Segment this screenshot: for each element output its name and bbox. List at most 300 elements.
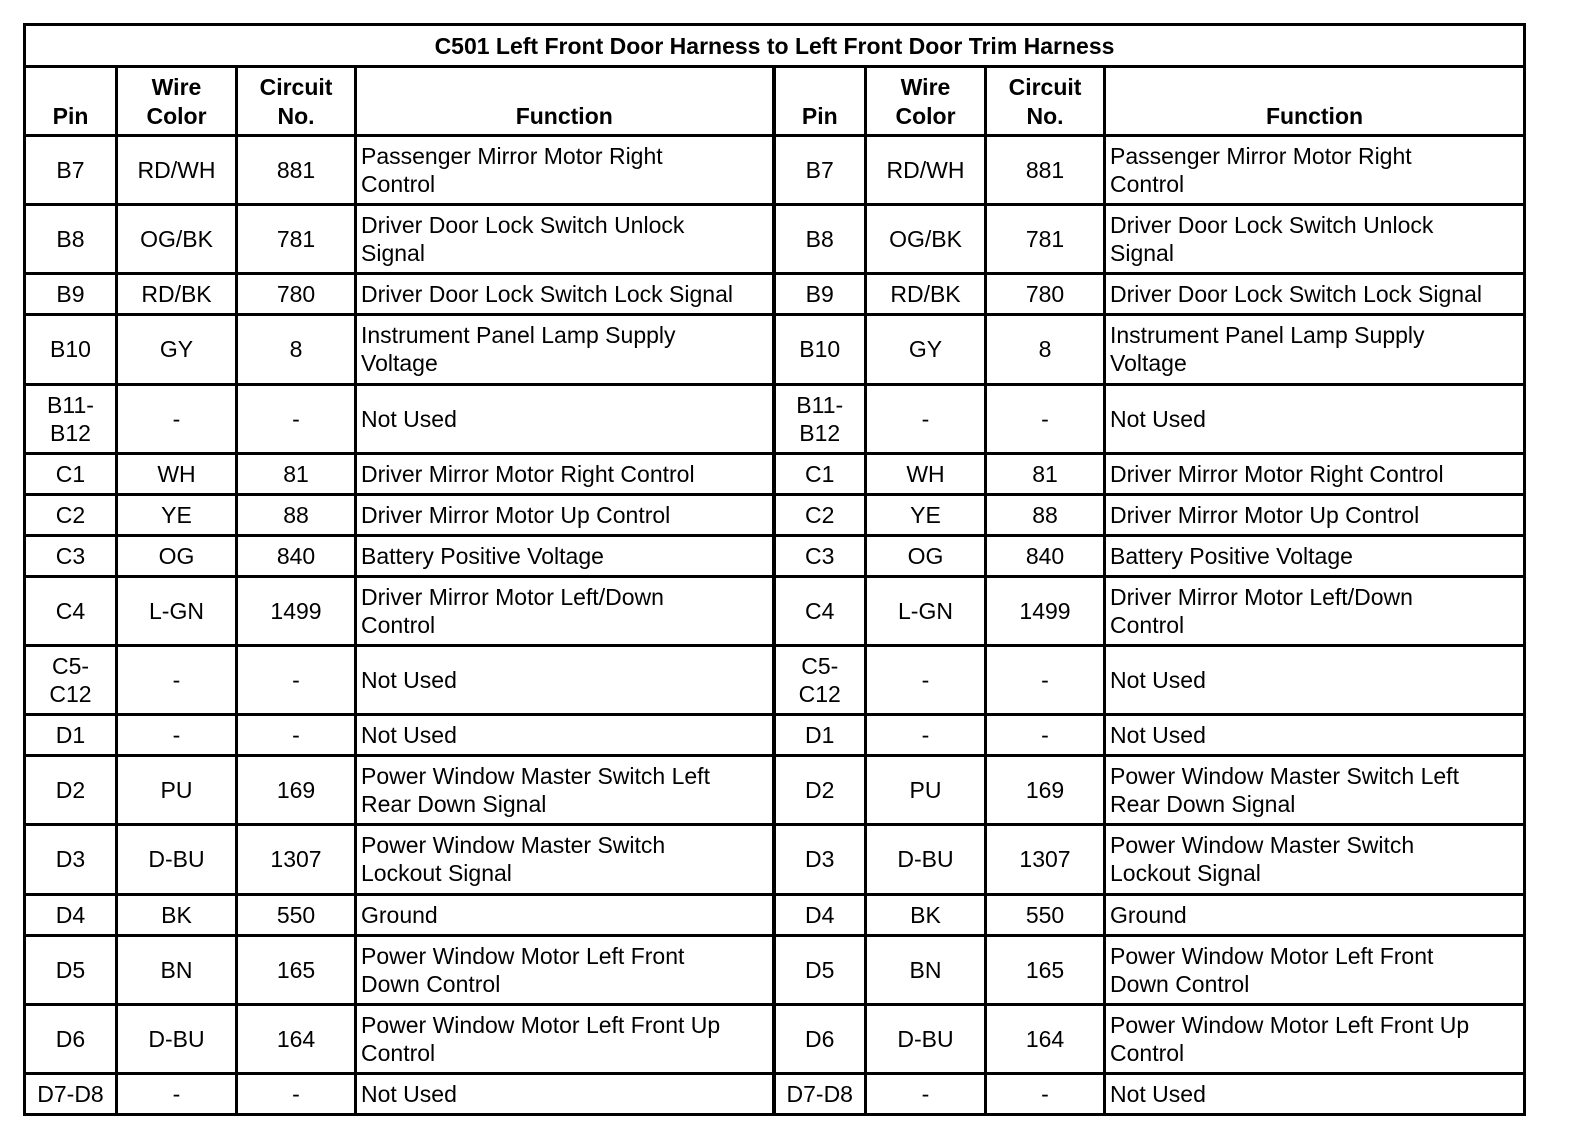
pin-cell-right: [774, 1073, 866, 1114]
circuit-cell-line1: 8: [289, 336, 303, 363]
function-cell-line1: Driver Door Lock Switch Lock Signal: [361, 281, 733, 308]
table-row: [25, 453, 1525, 494]
circuit-cell-right-line1: 164: [1025, 1025, 1065, 1052]
circuit-cell-right: [986, 756, 1105, 825]
wire-color-cell: [117, 894, 237, 935]
pin-cell-line1: C4: [55, 597, 86, 624]
pin-cell: [25, 935, 117, 1004]
circuit-cell: [237, 756, 356, 825]
wire-color-cell-right-line1: YE: [910, 501, 941, 528]
function-cell-right-line1: Not Used: [1110, 405, 1206, 432]
wire-color-cell: [117, 756, 237, 825]
wire-color-cell-line1: YE: [161, 501, 192, 528]
circuit-cell-right-line1: 88: [1032, 501, 1058, 528]
circuit-cell-right: [986, 494, 1105, 535]
wire-color-cell-line1: GY: [159, 336, 194, 363]
circuit-cell-line1: 165: [276, 956, 316, 983]
function-cell-right: [1105, 315, 1525, 384]
circuit-cell: [237, 1004, 356, 1073]
circuit-cell-right-line1: 781: [1025, 226, 1065, 253]
circuit-cell-right: [986, 274, 1105, 315]
wire-color-cell-right: [866, 1004, 986, 1073]
pin-cell-right: [774, 205, 866, 274]
header-circuit-right-line1: Circuit: [1008, 74, 1082, 100]
function-cell: [356, 1073, 774, 1114]
function-cell-right: [1105, 576, 1525, 645]
circuit-cell-right: [986, 205, 1105, 274]
pin-cell-right-line1: C5-: [801, 653, 839, 680]
circuit-cell-right: [986, 1073, 1105, 1114]
function-cell-right-line1: Ground: [1110, 901, 1187, 928]
function-cell-line1: Power Window Master Switch Left: [361, 763, 710, 790]
function-cell-right: [1105, 756, 1525, 825]
wire-color-cell: [117, 935, 237, 1004]
wire-color-cell: [117, 453, 237, 494]
function-cell: [356, 715, 774, 756]
circuit-cell-line1: 1307: [270, 846, 322, 873]
circuit-cell: [237, 646, 356, 715]
wire-color-cell: [117, 136, 237, 205]
wire-color-cell-right: [866, 935, 986, 1004]
wire-color-cell-right: [866, 715, 986, 756]
pin-cell-line1: B9: [56, 281, 85, 308]
function-cell-line1: Not Used: [361, 405, 457, 432]
circuit-cell-line1: 169: [276, 777, 316, 804]
function-cell-right: [1105, 384, 1525, 453]
header-wire-color-line1: Wire: [151, 74, 202, 100]
wire-color-cell-right-line1: -: [921, 1080, 930, 1107]
header-function-right: Function: [1105, 67, 1525, 136]
function-cell-line2: Voltage: [361, 350, 438, 377]
wire-color-cell-right: [866, 756, 986, 825]
function-cell-right-line1: Instrument Panel Lamp Supply: [1110, 322, 1425, 349]
function-cell: [356, 825, 774, 894]
function-cell-right-line2: Rear Down Signal: [1110, 791, 1296, 818]
wire-color-cell-line1: BN: [160, 956, 193, 983]
circuit-cell: [237, 494, 356, 535]
wire-color-cell-right: [866, 274, 986, 315]
function-cell-line1: Not Used: [361, 667, 457, 694]
function-cell-right: [1105, 494, 1525, 535]
wire-color-cell-right-line1: WH: [906, 460, 945, 487]
circuit-cell: [237, 715, 356, 756]
function-cell-line1: Driver Mirror Motor Up Control: [361, 501, 671, 528]
wire-color-cell-right: [866, 136, 986, 205]
wire-color-cell-right: [866, 535, 986, 576]
circuit-cell-right-line1: -: [1041, 405, 1049, 432]
circuit-cell-right-line1: 550: [1025, 901, 1065, 928]
pin-cell-right-line1: D7-D8: [786, 1080, 853, 1107]
circuit-cell-line1: -: [292, 722, 300, 749]
wire-color-cell: [117, 576, 237, 645]
function-cell: [356, 576, 774, 645]
wire-color-cell-right: [866, 315, 986, 384]
wire-color-cell: [117, 384, 237, 453]
circuit-cell-right-line1: 81: [1032, 460, 1058, 487]
wire-color-cell-right: [866, 825, 986, 894]
wire-color-cell-line1: PU: [160, 777, 193, 804]
circuit-cell-right-line1: 1499: [1019, 597, 1071, 624]
pin-cell: [25, 535, 117, 576]
table-row: [25, 494, 1525, 535]
pin-cell-line1: C2: [55, 501, 86, 528]
pin-cell-right: [774, 494, 866, 535]
function-cell-right-line1: Power Window Motor Left Front Up: [1110, 1011, 1470, 1038]
function-cell: [356, 136, 774, 205]
circuit-cell-right: [986, 576, 1105, 645]
function-cell-right: [1105, 535, 1525, 576]
wire-color-cell-line1: RD/BK: [141, 281, 212, 308]
pin-cell-right: [774, 1004, 866, 1073]
circuit-cell: [237, 315, 356, 384]
circuit-cell-right-line1: 780: [1025, 281, 1065, 308]
function-cell: [356, 894, 774, 935]
wire-color-cell-line1: OG: [158, 542, 195, 569]
pin-cell: [25, 715, 117, 756]
table-row: [25, 646, 1525, 715]
wire-color-cell-line1: -: [172, 667, 181, 694]
function-cell-right-line2: Voltage: [1110, 350, 1187, 377]
header-row: [25, 67, 1525, 136]
circuit-cell: [237, 894, 356, 935]
circuit-cell-line1: 1499: [270, 597, 322, 624]
circuit-cell-line1: 781: [276, 226, 316, 253]
pin-cell-right-line1: D2: [805, 777, 835, 804]
pin-cell-right: [774, 756, 866, 825]
circuit-cell: [237, 576, 356, 645]
circuit-cell-right-line1: 881: [1025, 157, 1065, 184]
circuit-cell-right: [986, 384, 1105, 453]
circuit-cell-right: [986, 315, 1105, 384]
wire-color-cell: [117, 825, 237, 894]
pin-cell-right: [774, 315, 866, 384]
function-cell-right: [1105, 136, 1525, 205]
pin-cell-right-line2: C12: [798, 681, 841, 708]
circuit-cell: [237, 1073, 356, 1114]
circuit-cell-right: [986, 646, 1105, 715]
header-wire-color: [117, 67, 237, 136]
function-cell-right: [1105, 453, 1525, 494]
pin-cell-line1: B10: [50, 336, 91, 363]
pin-cell-right-line1: C2: [805, 501, 835, 528]
wire-color-cell: [117, 715, 237, 756]
function-cell: [356, 646, 774, 715]
pin-cell: [25, 576, 117, 645]
wire-color-cell-line1: WH: [157, 460, 196, 487]
function-cell-right-line2: Signal: [1110, 240, 1174, 267]
table-row: [25, 136, 1525, 205]
function-cell-line2: Down Control: [361, 970, 501, 997]
pin-cell-line2: B12: [50, 419, 91, 446]
function-cell-right-line1: Passenger Mirror Motor Right: [1110, 143, 1412, 170]
function-cell-right-line1: Driver Door Lock Switch Lock Signal: [1110, 281, 1482, 308]
wire-color-cell-right-line1: GY: [908, 336, 943, 363]
circuit-cell-right: [986, 136, 1105, 205]
table-row: [25, 315, 1525, 384]
wire-color-cell: [117, 274, 237, 315]
circuit-cell: [237, 935, 356, 1004]
function-cell-right-line1: Driver Mirror Motor Right Control: [1110, 460, 1444, 487]
table-row: [25, 715, 1525, 756]
function-cell-right: [1105, 1073, 1525, 1114]
pin-cell-right: [774, 274, 866, 315]
function-cell-right-line1: Driver Mirror Motor Up Control: [1110, 501, 1420, 528]
header-circuit: [237, 67, 356, 136]
function-cell-right-line2: Lockout Signal: [1110, 860, 1261, 887]
header-circuit-line2: No.: [277, 103, 315, 129]
circuit-cell: [237, 453, 356, 494]
table-title: C501 Left Front Door Harness to Left Front Door Trim Harness: [25, 25, 1525, 67]
pin-cell: [25, 1073, 117, 1114]
pin-cell-right-line1: B7: [805, 157, 834, 184]
circuit-cell: [237, 535, 356, 576]
function-cell: [356, 274, 774, 315]
wire-color-cell-right: [866, 646, 986, 715]
function-cell-right-line2: Down Control: [1110, 970, 1250, 997]
wire-color-cell-right: [866, 1073, 986, 1114]
connector-table: [23, 23, 1526, 1116]
pin-cell-right-line1: C4: [805, 597, 835, 624]
function-cell-right-line2: Control: [1110, 1039, 1185, 1066]
pin-cell-right-line1: C1: [805, 460, 835, 487]
circuit-cell-line1: -: [292, 405, 300, 432]
pin-cell-line1: D4: [55, 901, 86, 928]
wire-color-cell-right-line1: -: [921, 667, 930, 694]
function-cell-line1: Instrument Panel Lamp Supply: [361, 322, 676, 349]
wire-color-cell-right-line1: BK: [910, 901, 941, 928]
pin-cell: [25, 205, 117, 274]
function-cell-right-line1: Driver Mirror Motor Left/Down: [1110, 583, 1413, 610]
pin-cell: [25, 1004, 117, 1073]
pin-cell-line1: D2: [55, 777, 86, 804]
function-cell-line1: Passenger Mirror Motor Right: [361, 143, 663, 170]
function-cell: [356, 384, 774, 453]
wire-color-cell-right-line1: -: [921, 405, 930, 432]
function-cell-right: [1105, 274, 1525, 315]
function-cell-right: [1105, 1004, 1525, 1073]
pin-cell-line1: B7: [56, 157, 85, 184]
pin-cell-line1: D5: [55, 956, 86, 983]
header-pin-right: Pin: [774, 67, 866, 136]
circuit-cell: [237, 825, 356, 894]
function-cell-line2: Control: [361, 1039, 436, 1066]
pin-cell: [25, 136, 117, 205]
circuit-cell-right: [986, 825, 1105, 894]
wire-color-cell-line1: -: [172, 722, 181, 749]
pin-cell-right-line1: D4: [805, 901, 835, 928]
table-row: [25, 1073, 1525, 1114]
wire-color-cell-right-line1: BN: [909, 956, 942, 983]
table-row: [25, 894, 1525, 935]
wire-color-cell-right: [866, 384, 986, 453]
function-cell-right: [1105, 646, 1525, 715]
pin-cell-line1: D1: [55, 722, 86, 749]
wire-color-cell-line1: D-BU: [148, 1025, 205, 1052]
wire-color-cell-right-line1: RD/WH: [886, 157, 965, 184]
circuit-cell-right-line1: -: [1041, 1080, 1049, 1107]
circuit-cell-line1: 840: [276, 542, 316, 569]
circuit-cell: [237, 136, 356, 205]
pin-cell-right: [774, 825, 866, 894]
function-cell: [356, 935, 774, 1004]
header-wire-color-line2: Color: [146, 103, 207, 129]
wire-color-cell-right: [866, 576, 986, 645]
pin-cell-right: [774, 894, 866, 935]
wire-color-cell: [117, 1073, 237, 1114]
pin-cell-right: [774, 935, 866, 1004]
circuit-cell-right-line1: 169: [1025, 777, 1065, 804]
function-cell-line1: Driver Mirror Motor Right Control: [361, 460, 695, 487]
pin-cell: [25, 384, 117, 453]
pin-cell-right-line1: B11-: [796, 391, 844, 418]
table-row: [25, 935, 1525, 1004]
circuit-cell-line1: -: [292, 1080, 300, 1107]
header-circuit-line1: Circuit: [259, 74, 333, 100]
pin-cell-line1: C5-: [51, 653, 90, 680]
pin-cell-line2: C12: [49, 681, 92, 708]
pin-cell: [25, 274, 117, 315]
wire-color-cell: [117, 494, 237, 535]
function-cell-right-line1: Not Used: [1110, 667, 1206, 694]
pin-cell-right-line1: D5: [805, 956, 835, 983]
pin-cell-right-line1: B8: [805, 226, 834, 253]
table-row: [25, 1004, 1525, 1073]
pin-cell-right: [774, 646, 866, 715]
table-row: [25, 576, 1525, 645]
pin-cell-right: [774, 136, 866, 205]
circuit-cell-right-line1: -: [1041, 722, 1049, 749]
function-cell-right: [1105, 715, 1525, 756]
header-pin: Pin: [25, 67, 117, 136]
wire-color-cell-line1: -: [172, 1080, 181, 1107]
pin-cell-line1: B11-: [47, 391, 94, 418]
function-cell-right-line1: Not Used: [1110, 722, 1206, 749]
function-cell-right: [1105, 935, 1525, 1004]
wire-color-cell: [117, 315, 237, 384]
wire-color-cell-line1: -: [172, 405, 181, 432]
pin-cell: [25, 756, 117, 825]
wire-color-cell: [117, 646, 237, 715]
wire-color-cell-line1: OG/BK: [140, 226, 213, 253]
function-cell-line1: Not Used: [361, 722, 457, 749]
circuit-cell: [237, 384, 356, 453]
circuit-cell-right-line1: 840: [1025, 542, 1065, 569]
wire-color-cell-right-line1: D-BU: [897, 846, 954, 873]
wire-color-cell-right-line1: PU: [909, 777, 942, 804]
pin-cell: [25, 494, 117, 535]
function-cell-line2: Signal: [361, 240, 425, 267]
wire-color-cell-right-line1: L-GN: [898, 597, 953, 624]
pin-cell-right: [774, 715, 866, 756]
pin-cell-line1: D6: [55, 1025, 86, 1052]
function-cell-right-line1: Power Window Master Switch Left: [1110, 763, 1459, 790]
function-cell-line1: Not Used: [361, 1080, 457, 1107]
header-circuit-right: [986, 67, 1105, 136]
pin-cell: [25, 315, 117, 384]
circuit-cell-line1: 550: [276, 901, 316, 928]
circuit-cell-line1: 164: [276, 1025, 316, 1052]
wire-color-cell: [117, 535, 237, 576]
function-cell-right-line2: Control: [1110, 611, 1185, 638]
pin-cell: [25, 894, 117, 935]
table-row: [25, 756, 1525, 825]
circuit-cell-line1: -: [292, 667, 300, 694]
function-cell: [356, 494, 774, 535]
function-cell-right: [1105, 825, 1525, 894]
function-cell-line1: Ground: [361, 901, 438, 928]
function-cell-line1: Power Window Master Switch: [361, 832, 666, 859]
pin-cell-right: [774, 576, 866, 645]
wire-color-cell-right: [866, 453, 986, 494]
pin-cell-line1: C1: [55, 460, 86, 487]
wire-color-cell-line1: RD/WH: [137, 157, 216, 184]
pin-cell: [25, 453, 117, 494]
pin-cell-right-line1: B10: [799, 336, 841, 363]
wire-color-cell-line1: D-BU: [148, 846, 205, 873]
wire-color-cell: [117, 205, 237, 274]
wire-color-cell-line1: BK: [161, 901, 192, 928]
function-cell-right-line1: Not Used: [1110, 1080, 1206, 1107]
pin-cell-right: [774, 535, 866, 576]
pin-cell: [25, 646, 117, 715]
circuit-cell: [237, 205, 356, 274]
header-function: Function: [356, 67, 774, 136]
function-cell-right: [1105, 205, 1525, 274]
table-row: [25, 384, 1525, 453]
pin-cell-line1: D3: [55, 846, 86, 873]
circuit-cell-right: [986, 715, 1105, 756]
function-cell-right-line2: Control: [1110, 171, 1185, 198]
pin-cell-line1: C3: [55, 542, 86, 569]
wire-color-cell-right-line1: OG/BK: [889, 226, 962, 253]
pin-cell-right-line1: D6: [805, 1025, 835, 1052]
circuit-cell-right: [986, 535, 1105, 576]
function-cell-right-line1: Driver Door Lock Switch Unlock: [1110, 212, 1434, 239]
header-wire-color-right-line2: Color: [895, 103, 956, 129]
table-row: [25, 274, 1525, 315]
table-row: [25, 825, 1525, 894]
function-cell: [356, 535, 774, 576]
wire-color-cell-right-line1: RD/BK: [890, 281, 961, 308]
circuit-cell-line1: 881: [276, 157, 316, 184]
pin-cell-line1: B8: [56, 226, 85, 253]
pin-cell-right: [774, 453, 866, 494]
header-circuit-right-line2: No.: [1026, 103, 1064, 129]
function-cell-line1: Power Window Motor Left Front Up: [361, 1011, 721, 1038]
function-cell-line1: Driver Mirror Motor Left/Down: [361, 583, 664, 610]
function-cell-right-line1: Power Window Motor Left Front: [1110, 942, 1434, 969]
circuit-cell-right: [986, 935, 1105, 1004]
pin-cell-right-line1: D3: [805, 846, 835, 873]
pin-cell: [25, 825, 117, 894]
table-row: [25, 535, 1525, 576]
wire-color-cell-right: [866, 205, 986, 274]
pin-cell-right-line1: C3: [805, 542, 835, 569]
pin-cell-right-line1: D1: [805, 722, 835, 749]
function-cell: [356, 756, 774, 825]
wire-color-cell-line1: L-GN: [149, 597, 204, 624]
circuit-cell-right-line1: 8: [1038, 336, 1052, 363]
pin-cell-line1: D7-D8: [37, 1080, 104, 1107]
circuit-cell-line1: 780: [276, 281, 316, 308]
header-wire-color-right-line1: Wire: [900, 74, 951, 100]
circuit-cell-line1: 81: [283, 460, 309, 487]
pin-cell-right-line2: B12: [799, 419, 841, 446]
wire-color-cell-right: [866, 894, 986, 935]
function-cell-line2: Lockout Signal: [361, 860, 512, 887]
function-cell: [356, 453, 774, 494]
header-wire-color-right: [866, 67, 986, 136]
